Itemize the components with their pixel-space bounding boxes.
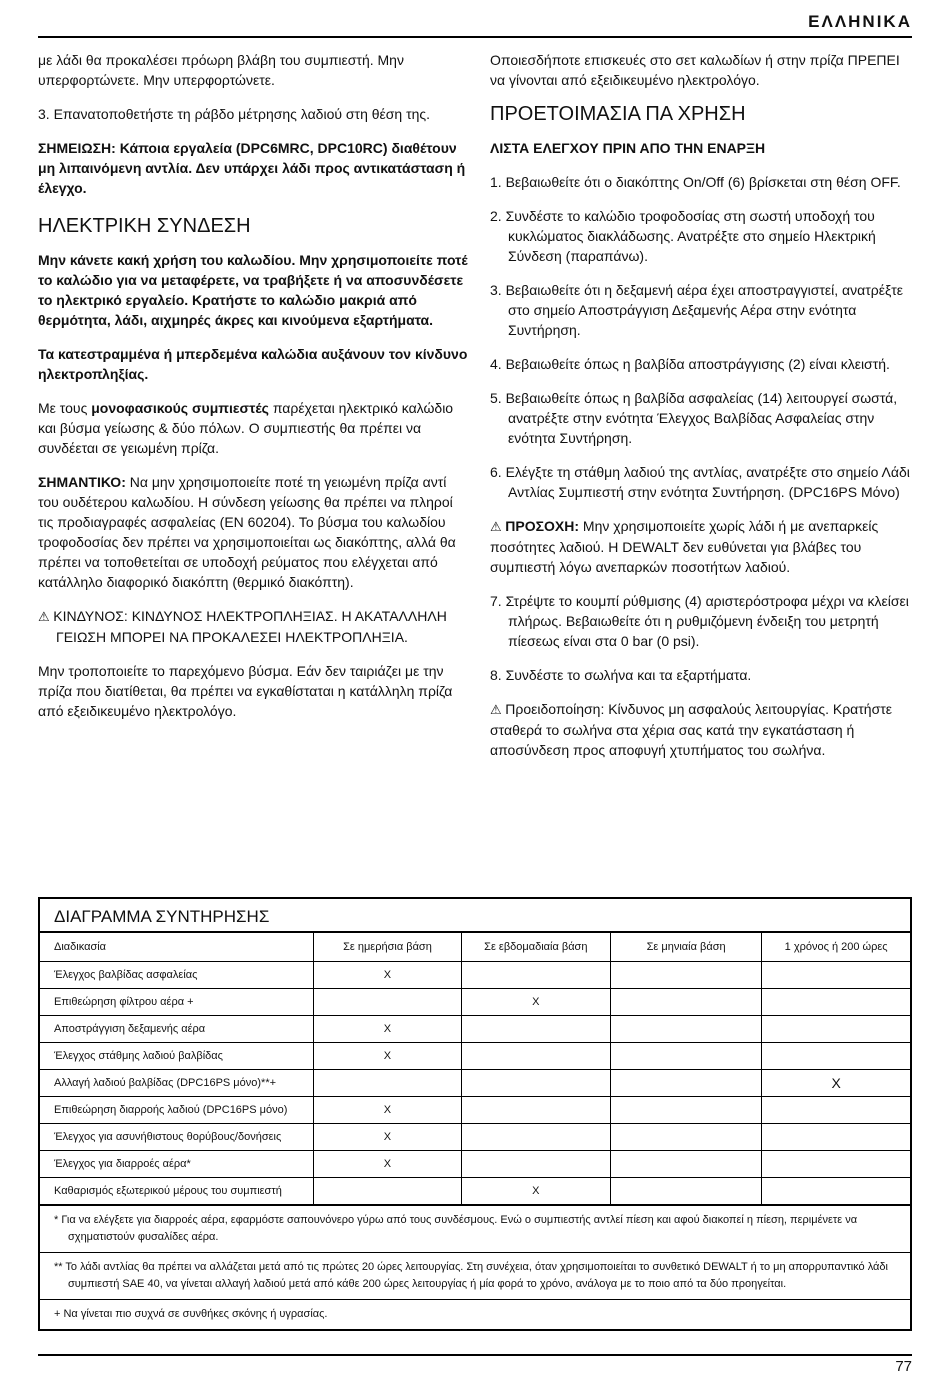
right-column [490, 50, 912, 774]
text: παρέχεται ηλεκτρικό καλώδιο και βύσμα γείωσης & δύο πόλων. Ο συμπιεστής θα πρέπει να συνδέεται σε γειωμένη πρίζα. [38, 400, 454, 456]
list-item: 2. Συνδέστε το καλώδιο τροφοδοσίας στη σωστή υποδοχή του κυκλώματος διακλάδωσης. Ανατρέξτε στο σημείο Ηλεκτρική Σύνδεση (παραπάνω). [490, 208, 876, 264]
list-item: 4. Βεβαιωθείτε όπως η βαλβίδα αποστράγγισης (2) είναι κλειστή. [490, 356, 890, 372]
bottom-rule [38, 1354, 912, 1356]
table-cell: X [314, 1016, 461, 1043]
list-item: 1. Βεβαιωθείτε ότι ο διακόπτης On/Off (6) βρίσκεται στη θέση OFF. [490, 174, 901, 190]
table-row [40, 1070, 910, 1097]
list-item: 6. Ελέγξτε τη στάθμη λαδιού της αντλίας, ανατρέξτε στο σημείο Λάδι Αντλίας Συμπιεστή στην ενότητα Συντήρηση. (DPC16PS Μόνο) [490, 464, 910, 500]
table-cell [611, 989, 762, 1016]
table-cell: Αποστράγγιση δεξαμενής αέρα [40, 1016, 314, 1043]
footnote-dusty-conditions [40, 1299, 910, 1329]
text: Μην χρησιμοποιείτε χωρίς λάδι ή με ανεπαρκείς ποσότητες λαδιού. Η DEWALT δεν ευθύνεται για βλάβες του συμπιεστή λόγω ανεπαρκών ποσοτήτων λαδιού. [490, 518, 879, 575]
caution-notice [490, 516, 912, 577]
table-row [40, 989, 910, 1016]
maintenance-table [40, 932, 910, 1205]
table-cell: X [314, 1097, 461, 1124]
table-row [40, 1178, 910, 1205]
note: ΣΗΜΕΙΩΣΗ: Κάποια εργαλεία (DPC6MRC, DPC10RC) διαθέτουν μη λιπαινόμενη αντλία. Δεν υπάρχει λάδι προς αντικατάσταση ή έλεγχο. [38, 140, 466, 196]
table-cell [611, 1124, 762, 1151]
warning-icon: ⚠ [38, 609, 54, 624]
list-item: 8. Συνδέστε το σωλήνα και τα εξαρτήματα. [490, 667, 752, 683]
table-cell: X [314, 1124, 461, 1151]
section-heading-preparation: ΠΡΟΕΤΟΙΜΑΣΙΑ ΠΑ ΧΡΗΣΗ [490, 103, 746, 125]
text: Προειδοποίηση: Κίνδυνος μη ασφαλούς λειτουργίας. Κρατήστε σταθερά το σωλήνα στα χέρια σας κατά την εγκατάσταση ή αποσύνδεση προς αποφυγή χτυπήματος του σωλήνα. [490, 701, 893, 758]
paragraph: με λάδι θα προκαλέσει πρόωρη βλάβη του συμπιεστή. Μην υπερφορτώνετε. Μην υπερφορτώνετε. [38, 52, 404, 88]
column-header: Σε ημερήσια βάση [314, 933, 461, 962]
language-header: ΕΛΛΗΝΙΚΑ [808, 12, 912, 31]
table-cell [461, 1151, 610, 1178]
table-row [40, 1097, 910, 1124]
table-cell [762, 989, 910, 1016]
warning-icon: ⚠ [490, 702, 506, 717]
table-row [40, 1151, 910, 1178]
step-3: 3. Επανατοποθετήστε τη ράβδο μέτρησης λαδιού στη θέση της. [38, 106, 431, 122]
footnote-air-leaks [40, 1205, 910, 1252]
warning-icon: ⚠ [490, 519, 506, 534]
bold-warning: Μην κάνετε κακή χρήση του καλωδίου. Μην χρησιμοποιείτε ποτέ το καλώδιο για να μεταφέρετε, να τραβήξετε ή να αποσυνδέσετε το ηλεκτρικό εργαλείο. Κρατήστε το καλώδιο μακριά από θερμότητα, λάδι, αιχμηρές άκρες και κινούμενα εξαρτήματα. [38, 252, 468, 328]
text: Να μην χρησιμοποιείτε ποτέ τη γειωμένη πρίζα αντί του ουδέτερου καλωδίου. Η σύνδεση γείωσης θα πρέπει να πληροί τις προδιαγραφές ασφαλείας (EN 60204). Το βύσμα του καλωδίου τροφοδοσίας δεν πρέπει να χρησιμοποιείται ως διακόπτης, αλλά θα πρέπει να τοποθετείται σε υποδοχή ρεύματος που ελέγχεται από κατάλληλο διαφορικό διακόπτη (θερμικό διακόπτη). [38, 474, 456, 590]
emphasis: μονοφασικούς συμπιεστές [91, 400, 269, 416]
table-cell: X [461, 989, 610, 1016]
page-number: 77 [895, 1358, 912, 1375]
table-cell: Επιθεώρηση διαρροής λαδιού (DPC16PS μόνο) [40, 1097, 314, 1124]
important-paragraph [38, 472, 468, 592]
paragraph: Μην τροποποιείτε το παρεχόμενο βύσμα. Εάν δεν ταιριάζει με την πρίζα που διατίθεται, θα πρέπει να εγκαθίσταται η κατάλληλη πρίζα από εξειδικευμένο ηλεκτρολόγο. [38, 663, 453, 719]
table-cell [762, 1043, 910, 1070]
column-header: 1 χρόνος ή 200 ώρες [762, 933, 910, 962]
column-header: Σε εβδομαδιαία βάση [461, 933, 610, 962]
bold-warning: Τα κατεστραμμένα ή μπερδεμένα καλώδια αυξάνουν τον κίνδυνο ηλεκτροπληξίας. [38, 346, 468, 382]
footnote-text: * Για να ελέγξετε για διαρροές αέρα, εφαρμόστε σαπουνόνερο γύρω από τους συνδέσμους. Ενώ ο συμπιεστής αντλεί πίεση και αφού διακοπεί η πίεση, περιμένετε να σχηματιστούν φυσαλίδες αέρα. [54, 1214, 858, 1243]
caution-label: ΠΡΟΣΟΧΗ: [505, 518, 580, 534]
list-item: 3. Βεβαιωθείτε ότι η δεξαμενή αέρα έχει αποστραγγιστεί, ανατρέξτε στο σημείο Αποστράγγιση Δεξαμενής Αέρα στην ενότητα Συντήρηση. [490, 282, 903, 338]
text: Με τους [38, 400, 92, 416]
table-cell: Αλλαγή λαδιού βαλβίδας (DPC16PS μόνο)**+ [40, 1070, 314, 1097]
table-cell: Έλεγχος στάθμης λαδιού βαλβίδας [40, 1043, 314, 1070]
footnote-text: + Να γίνεται πιο συχνά σε συνθήκες σκόνης ή υγρασίας. [54, 1308, 328, 1320]
table-cell [611, 962, 762, 989]
left-column [38, 50, 468, 735]
table-cell [611, 1070, 762, 1097]
table-cell: Επιθεώρηση φίλτρου αέρα + [40, 989, 314, 1016]
table-row [40, 1043, 910, 1070]
table-cell [611, 1043, 762, 1070]
checklist-heading: ΛΙΣΤΑ ΕΛΕΓΧΟΥ ΠΡΙΝ ΑΠΟ ΤΗΝ ΕΝΑΡΞΗ [490, 140, 766, 156]
table-cell: X [314, 1043, 461, 1070]
maintenance-title: ΔΙΑΓΡΑΜΜΑ ΣΥΝΤΗΡΗΣΗΣ [40, 899, 910, 932]
maintenance-chart [38, 897, 912, 1331]
table-cell: X [762, 1070, 910, 1097]
table-cell: X [314, 1151, 461, 1178]
paragraph [38, 398, 468, 458]
table-cell [314, 989, 461, 1016]
table-row [40, 962, 910, 989]
table-cell [461, 1097, 610, 1124]
table-cell [611, 1016, 762, 1043]
danger-notice [38, 606, 468, 647]
table-cell [461, 1124, 610, 1151]
table-cell [461, 962, 610, 989]
table-row [40, 1124, 910, 1151]
table-cell [314, 1070, 461, 1097]
column-header: Διαδικασία [40, 933, 314, 962]
table-cell [314, 1178, 461, 1205]
warning-notice [490, 699, 912, 760]
table-row [40, 1016, 910, 1043]
table-cell [611, 1178, 762, 1205]
table-cell: X [461, 1178, 610, 1205]
footnote-oil-change [40, 1252, 910, 1299]
table-cell: Έλεγχος βαλβίδας ασφαλείας [40, 962, 314, 989]
list-item: 7. Στρέψτε το κουμπί ρύθμισης (4) αριστερόστροφα μέχρι να κλείσει πλήρως. Βεβαιωθείτε ότι η ρυθμιζόμενη ένδειξη του μετρητή πίεσεως είναι στα 0 bar (0 psi). [490, 593, 909, 649]
table-cell: X [314, 962, 461, 989]
top-rule [38, 36, 912, 38]
important-label: ΣΗΜΑΝΤΙΚΟ: [38, 474, 126, 490]
table-header-row [40, 933, 910, 962]
list-item: 5. Βεβαιωθείτε όπως η βαλβίδα ασφαλείας (14) λειτουργεί σωστά, ανατρέξτε στην ενότητα Έλεγχος Βαλβίδας Ασφαλείας στην ενότητα Συντήρηση. [490, 390, 898, 446]
table-cell [611, 1151, 762, 1178]
footnote-text: ** Το λάδι αντλίας θα πρέπει να αλλάζεται μετά από τις πρώτες 20 ώρες λειτουργίας. Στη συνέχεια, όταν χρησιμοποιείται το συνθετικό DEWALT ή το μη απορρυπαντικό λάδι συμπιεστή SAE 40, να γίνεται αλλαγή λαδιού μετά από κάθε 200 ώρες λειτουργίας ή μία φορά το χρόνο, ανάλογα με το ποιο από τα δύο προηγείται. [54, 1261, 888, 1290]
table-cell [762, 1124, 910, 1151]
table-cell [461, 1043, 610, 1070]
table-cell: Έλεγχος για ασυνήθιστους θορύβους/δονήσεις [40, 1124, 314, 1151]
table-cell [762, 1016, 910, 1043]
table-cell: Έλεγχος για διαρροές αέρα* [40, 1151, 314, 1178]
text: ΚΙΝΔΥΝΟΣ: ΚΙΝΔΥΝΟΣ ΗΛΕΚΤΡΟΠΛΗΞΙΑΣ. Η ΑΚΑΤΑΛΛΗΛΗ ΓΕΙΩΣΗ ΜΠΟΡΕΙ ΝΑ ΠΡΟΚΑΛΕΣΕΙ ΗΛΕΚΤΡΟΠΛΗΞΙΑ. [53, 608, 447, 645]
section-heading-electrical: ΗΛΕΚΤΡΙΚΗ ΣΥΝΔΕΣΗ [38, 215, 251, 237]
table-cell [762, 1097, 910, 1124]
paragraph: Οποιεσδήποτε επισκευές στο σετ καλωδίων ή στην πρίζα ΠΡΕΠΕΙ να γίνονται από εξειδικευμένο ηλεκτρολόγο. [490, 52, 900, 88]
table-cell [762, 1178, 910, 1205]
table-cell: Καθαρισμός εξωτερικού μέρους του συμπιεστή [40, 1178, 314, 1205]
table-cell [762, 1151, 910, 1178]
column-header: Σε μηνιαία βάση [611, 933, 762, 962]
table-cell [461, 1070, 610, 1097]
table-cell [611, 1097, 762, 1124]
table-cell [461, 1016, 610, 1043]
table-cell [762, 962, 910, 989]
